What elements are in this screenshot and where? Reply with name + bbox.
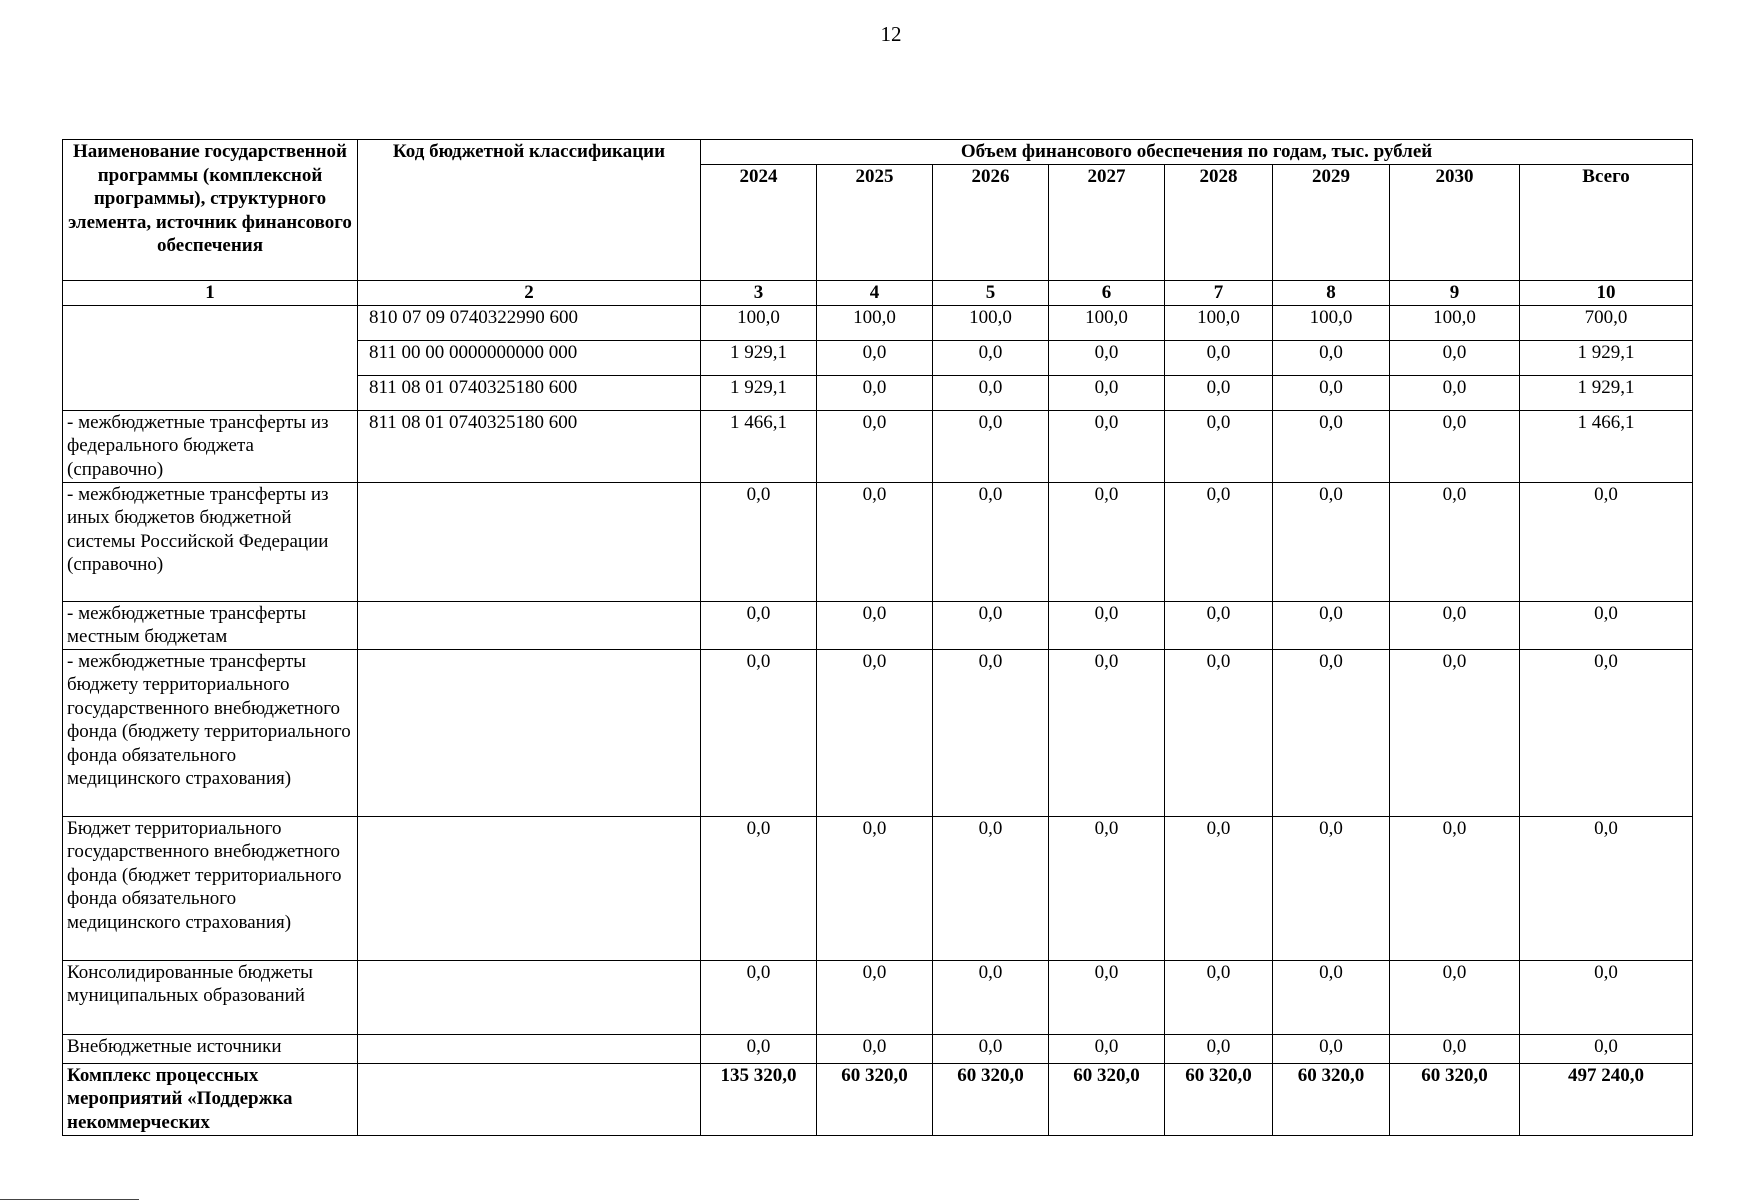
amount-cell: 0,0 [933,1034,1049,1063]
amount-cell: 0,0 [701,960,817,1034]
amount-cell: 0,0 [1273,601,1390,649]
budget-code-cell: 811 08 01 0740325180 600 [358,410,701,482]
budget-code-cell: 811 08 01 0740325180 600 [358,375,701,410]
amount-cell: 1 929,1 [701,340,817,375]
funding-group-header: Объем финансового обеспечения по годам, тыс. рублей [701,140,1693,165]
amount-cell: 0,0 [1165,482,1273,601]
amount-cell: 0,0 [1273,1034,1390,1063]
source-name-cell: - межбюджетные трансферты местным бюджетам [63,601,358,649]
amount-cell: 0,0 [1520,601,1693,649]
budget-table [62,139,1693,1136]
column-index-cell: 6 [1049,280,1165,305]
name-column-header: Наименование государственной программы (комплексной программы), структурного элемента, источник финансового обеспечения [63,140,358,281]
table-row [63,649,1693,816]
amount-cell: 0,0 [1390,375,1520,410]
budget-code-cell: 811 00 00 0000000000 000 [358,340,701,375]
amount-cell: 0,0 [1165,960,1273,1034]
amount-cell: 0,0 [1520,960,1693,1034]
amount-cell: 100,0 [701,305,817,340]
amount-cell: 0,0 [1049,816,1165,960]
amount-cell: 0,0 [1520,482,1693,601]
amount-cell: 0,0 [1165,649,1273,816]
amount-cell: 0,0 [1165,410,1273,482]
column-index-cell: 8 [1273,280,1390,305]
amount-cell: 0,0 [933,410,1049,482]
amount-cell: 0,0 [701,482,817,601]
amount-cell: 0,0 [817,1034,933,1063]
column-index-row [63,280,1693,305]
amount-cell: 0,0 [817,601,933,649]
year-header-2030: 2030 [1390,164,1520,280]
amount-cell: 0,0 [1390,601,1520,649]
amount-cell: 0,0 [1520,1034,1693,1063]
amount-cell: 0,0 [1049,601,1165,649]
amount-cell: 0,0 [1049,482,1165,601]
table-row [63,1063,1693,1135]
amount-cell: 0,0 [1165,816,1273,960]
source-name-cell: - межбюджетные трансферты бюджету территориального государственного внебюджетного фонда (бюджету территориального фонда обязательного медицинского страхования) [63,649,358,816]
amount-cell: 0,0 [1273,649,1390,816]
amount-cell: 0,0 [1390,340,1520,375]
amount-cell: 100,0 [817,305,933,340]
budget-code-cell [358,1034,701,1063]
amount-cell: 0,0 [1390,649,1520,816]
header-row-1 [63,140,1693,165]
amount-cell: 0,0 [933,960,1049,1034]
amount-cell: 60 320,0 [817,1063,933,1135]
source-name-cell: - межбюджетные трансферты из иных бюджетов бюджетной системы Российской Федерации (справочно) [63,482,358,601]
empty-name-cell [63,305,358,410]
budget-code-cell: 810 07 09 0740322990 600 [358,305,701,340]
budget-code-cell [358,601,701,649]
column-index-cell: 4 [817,280,933,305]
year-header-2028: 2028 [1165,164,1273,280]
page-number: 12 [880,22,902,46]
amount-cell: 0,0 [701,816,817,960]
column-index-cell: 1 [63,280,358,305]
amount-cell: 0,0 [1049,375,1165,410]
amount-cell: 0,0 [817,375,933,410]
amount-cell: 0,0 [1273,375,1390,410]
table-row [63,305,1693,340]
amount-cell: 60 320,0 [1390,1063,1520,1135]
year-header-2025: 2025 [817,164,933,280]
amount-cell: 0,0 [1049,960,1165,1034]
amount-cell: 0,0 [1390,960,1520,1034]
amount-cell: 60 320,0 [1049,1063,1165,1135]
amount-cell: 1 929,1 [1520,340,1693,375]
year-header-2029: 2029 [1273,164,1390,280]
amount-cell: 135 320,0 [701,1063,817,1135]
amount-cell: 0,0 [933,482,1049,601]
year-header-2024: 2024 [701,164,817,280]
amount-cell: 0,0 [1520,649,1693,816]
budget-code-cell [358,960,701,1034]
amount-cell: 1 466,1 [701,410,817,482]
source-name-cell: Консолидированные бюджеты муниципальных образований [63,960,358,1034]
column-index-cell: 3 [701,280,817,305]
amount-cell: 0,0 [1390,816,1520,960]
amount-cell: 0,0 [1165,1034,1273,1063]
column-index-cell: 9 [1390,280,1520,305]
source-name-cell: Внебюджетные источники [63,1034,358,1063]
amount-cell: 0,0 [1390,410,1520,482]
table-row [63,1034,1693,1063]
table-body [63,305,1693,1135]
amount-cell: 100,0 [1390,305,1520,340]
amount-cell: 100,0 [1165,305,1273,340]
amount-cell: 100,0 [933,305,1049,340]
amount-cell: 0,0 [817,410,933,482]
amount-cell: 0,0 [1165,340,1273,375]
amount-cell: 0,0 [1049,410,1165,482]
budget-code-cell [358,816,701,960]
table-row [63,960,1693,1034]
amount-cell: 0,0 [817,482,933,601]
year-header-total: Всего [1520,164,1693,280]
amount-cell: 0,0 [933,649,1049,816]
amount-cell: 0,0 [933,816,1049,960]
amount-cell: 0,0 [701,1034,817,1063]
amount-cell: 0,0 [701,649,817,816]
budget-code-cell [358,649,701,816]
budget-code-cell [358,1063,701,1135]
amount-cell: 0,0 [817,816,933,960]
amount-cell: 1 466,1 [1520,410,1693,482]
amount-cell: 0,0 [1273,410,1390,482]
amount-cell: 0,0 [1049,340,1165,375]
amount-cell: 1 929,1 [701,375,817,410]
column-index-cell: 2 [358,280,701,305]
amount-cell: 0,0 [1273,482,1390,601]
amount-cell: 0,0 [933,601,1049,649]
table-row [63,601,1693,649]
budget-code-cell [358,482,701,601]
amount-cell: 60 320,0 [1273,1063,1390,1135]
column-index-cell: 7 [1165,280,1273,305]
amount-cell: 0,0 [701,601,817,649]
table-row [63,816,1693,960]
amount-cell: 0,0 [817,340,933,375]
amount-cell: 0,0 [817,960,933,1034]
amount-cell: 0,0 [1273,816,1390,960]
amount-cell: 0,0 [933,340,1049,375]
amount-cell: 1 929,1 [1520,375,1693,410]
amount-cell: 0,0 [1520,816,1693,960]
amount-cell: 0,0 [1273,960,1390,1034]
amount-cell: 100,0 [1049,305,1165,340]
amount-cell: 0,0 [1049,1034,1165,1063]
amount-cell: 0,0 [1273,340,1390,375]
amount-cell: 0,0 [1165,601,1273,649]
amount-cell: 100,0 [1273,305,1390,340]
amount-cell: 700,0 [1520,305,1693,340]
year-header-2026: 2026 [933,164,1049,280]
amount-cell: 0,0 [1390,482,1520,601]
source-name-cell: Бюджет территориального государственного внебюджетного фонда (бюджет территориального фонда обязательного медицинского страхования) [63,816,358,960]
amount-cell: 0,0 [1165,375,1273,410]
amount-cell: 0,0 [933,375,1049,410]
source-name-cell: - межбюджетные трансферты из федерального бюджета (справочно) [63,410,358,482]
amount-cell: 60 320,0 [1165,1063,1273,1135]
column-index-cell: 5 [933,280,1049,305]
amount-cell: 0,0 [1049,649,1165,816]
table-row [63,410,1693,482]
column-index-cell: 10 [1520,280,1693,305]
amount-cell: 0,0 [1390,1034,1520,1063]
table-row [63,482,1693,601]
year-header-2027: 2027 [1049,164,1165,280]
amount-cell: 0,0 [817,649,933,816]
amount-cell: 60 320,0 [933,1063,1049,1135]
code-column-header: Код бюджетной классификации [358,140,701,281]
amount-cell: 497 240,0 [1520,1063,1693,1135]
source-name-cell: Комплекс процессных мероприятий «Поддержка некоммерческих [63,1063,358,1135]
